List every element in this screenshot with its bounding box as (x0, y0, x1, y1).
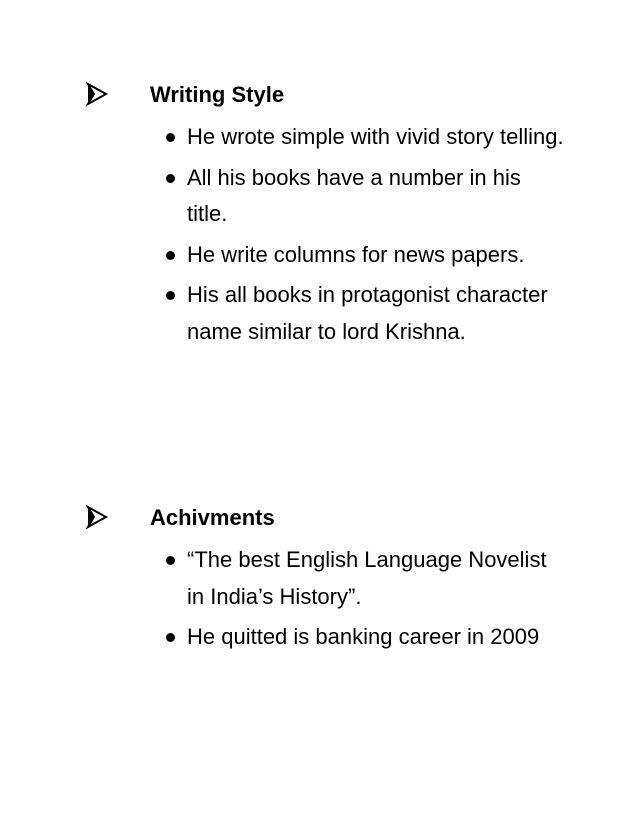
bullet-dot-icon (166, 251, 175, 260)
bullet-dot-icon (166, 174, 175, 183)
list-item (0, 119, 567, 156)
bullet-dot-icon (166, 133, 175, 142)
bullet-list (0, 119, 638, 350)
list-item (0, 619, 567, 656)
arrowhead-bullet-icon (86, 505, 108, 529)
list-item (0, 160, 567, 233)
bullet-dot-icon (166, 633, 175, 642)
list-item-text: “The best English Language Novelist in India’s History”. (187, 547, 547, 609)
section-achivments (0, 503, 638, 660)
bullet-dot-icon (166, 556, 175, 565)
list-item (0, 237, 567, 274)
section-heading: Writing Style (150, 82, 285, 107)
section-header (0, 80, 638, 110)
list-item-text: He write columns for news papers. (187, 241, 525, 267)
list-item-text: All his books have a number in his title. (187, 164, 521, 226)
bullet-dot-icon (166, 291, 175, 300)
list-item (0, 277, 567, 350)
list-item-text: His all books in protagonist character name similar to lord Krishna. (187, 282, 548, 344)
arrowhead-bullet-icon (86, 82, 108, 106)
list-item-text: He wrote simple with vivid story telling. (187, 124, 564, 149)
section-header (0, 503, 638, 533)
list-item-text: He quitted is banking career in 2009 (187, 624, 540, 649)
bullet-list (0, 542, 638, 656)
list-item (0, 542, 567, 615)
section-heading: Achivments (150, 505, 275, 530)
section-writing-style (0, 80, 638, 354)
